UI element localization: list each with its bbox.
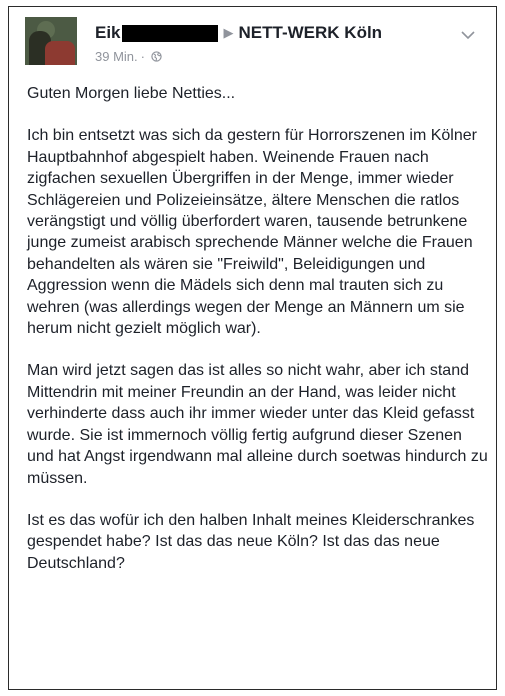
author-name[interactable]: Eik: [95, 23, 121, 42]
post-meta: [95, 49, 162, 64]
post-paragraph: Man wird jetzt sagen das ist alles so nicht wahr, aber ich stand Mittendrin mit meiner Freundin an der Hand, was leider nicht verhinderte dass auch ihr immer wieder unter das Kleid gefasst wurde. Sie ist immernoch völlig fertig aufgrund dieser Szenen und hat Angst irgendwann mal alleine durch soetwas hindurch zu müssen.: [27, 362, 488, 487]
triangle-right-icon: ▶: [223, 25, 234, 40]
avatar[interactable]: [25, 17, 77, 65]
post-paragraph: Ich bin entsetzt was sich da gestern für Horrorszenen im Kölner Hauptbahnhof abgespielt haben. Weinende Frauen nach zigfachen sexuellen Übergriffen in der Menge, immer wieder Schlägereien und Polizeieinsätze, ältere Menschen die ratlos verängstigt und völlig überfordert waren, tausende betrunkene junge zumeist arabisch sprechende Männer welche die Frauen behandelten als wären sie "Freiwild", Beleidigungen und Aggression wenn die Mädels sich denn mal trauten sich zu wehren (was allerdings wegen der Menge an Männern um sie herum nicht gezielt möglich war).: [27, 127, 477, 338]
post-header: [9, 7, 496, 73]
group-name[interactable]: NETT-WERK Köln: [238, 23, 383, 42]
post-paragraph: Ist es das wofür ich den halben Inhalt meines Kleiderschrankes gespendet habe? Ist das das neue Köln? Ist das das neue Deutschland?: [27, 511, 475, 572]
post-card: [8, 6, 497, 690]
chevron-down-icon[interactable]: [460, 29, 476, 41]
post-title-line: [95, 22, 382, 44]
post-timestamp[interactable]: 39 Min.: [95, 49, 138, 64]
globe-icon: [151, 51, 162, 62]
post-body: [27, 83, 489, 595]
meta-separator: ·: [140, 49, 145, 64]
post-paragraph: Guten Morgen liebe Netties...: [27, 85, 236, 102]
redaction-bar: [122, 25, 218, 42]
